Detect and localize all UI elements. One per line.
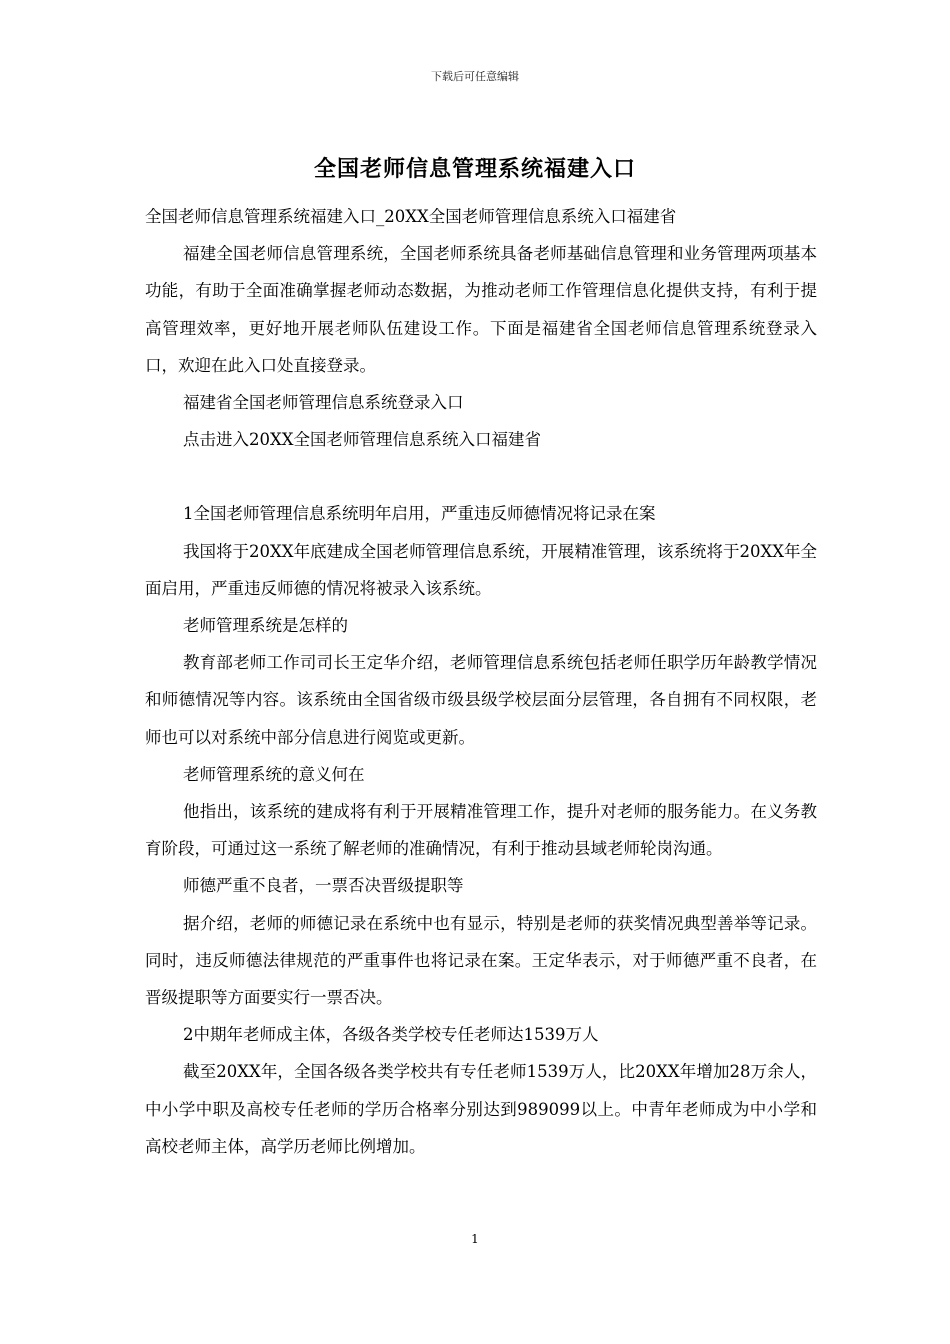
subheading: 师德严重不良者，一票否决晋级提职等 xyxy=(183,876,464,896)
document-title: 全国老师信息管理系统福建入口 xyxy=(313,156,636,182)
paragraph-body: 他指出，该系统的建成将有利于开展精准管理工作，提升对老师的服务能力。在义务教育阶段，可通过这一系统了解老师的准确情况，有利于推动县域老师轮岗沟通。 xyxy=(145,802,817,859)
document-body xyxy=(145,198,817,1165)
paragraph-body: 我国将于20XX年底建成全国老师管理信息系统，开展精准管理，该系统将于20XX年全面启用，严重违反师德的情况将被录入该系统。 xyxy=(145,541,817,598)
page-number: 1 xyxy=(471,1232,479,1246)
page-header: 下载后可任意编辑 xyxy=(431,70,519,83)
subheading: 老师管理系统是怎样的 xyxy=(183,616,348,636)
section-heading-2: 2中期年老师成主体，各级各类学校专任老师达1539万人 xyxy=(183,1025,599,1045)
paragraph-click-entry: 点击进入20XX全国老师管理信息系统入口福建省 xyxy=(183,430,541,450)
paragraph-body: 教育部老师工作司司长王定华介绍，老师管理信息系统包括老师任职学历年龄教学情况和师德情况等内容。该系统由全国省级市级县级学校层面分层管理，各自拥有不同权限，老师也可以对系统中部分信息进行阅览或更新。 xyxy=(145,653,817,747)
paragraph-body: 据介绍，老师的师德记录在系统中也有显示，特别是老师的获奖情况典型善举等记录。同时，违反师德法律规范的严重事件也将记录在案。王定华表示，对于师德严重不良者，在晋级提职等方面要实行一票否决。 xyxy=(145,913,817,1008)
paragraph-intro: 福建全国老师信息管理系统，全国老师系统具备老师基础信息管理和业务管理两项基本功能，有助于全面准确掌握老师动态数据，为推动老师工作管理信息化提供支持，有利于提高管理效率，更好地开展老师队伍建设工作。下面是福建省全国老师信息管理系统登录入口，欢迎在此入口处直接登录。 xyxy=(145,244,817,375)
paragraph-login-entry: 福建省全国老师管理信息系统登录入口 xyxy=(183,393,464,413)
blank-line xyxy=(145,458,817,495)
subheading: 老师管理系统的意义何在 xyxy=(183,764,365,784)
section-heading-1: 1全国老师管理信息系统明年启用，严重违反师德情况将记录在案 xyxy=(183,504,656,524)
paragraph-body: 截至20XX年，全国各级各类学校共有专任老师1539万人，比20XX年增加28万余人，中小学中职及高校专任老师的学历合格率分别达到989099以上。中青年老师成为中小学和高校老师主体，高学历老师比例增加。 xyxy=(145,1062,817,1156)
document-subtitle: 全国老师信息管理系统福建入口_20XX全国老师管理信息系统入口福建省 xyxy=(145,207,677,226)
